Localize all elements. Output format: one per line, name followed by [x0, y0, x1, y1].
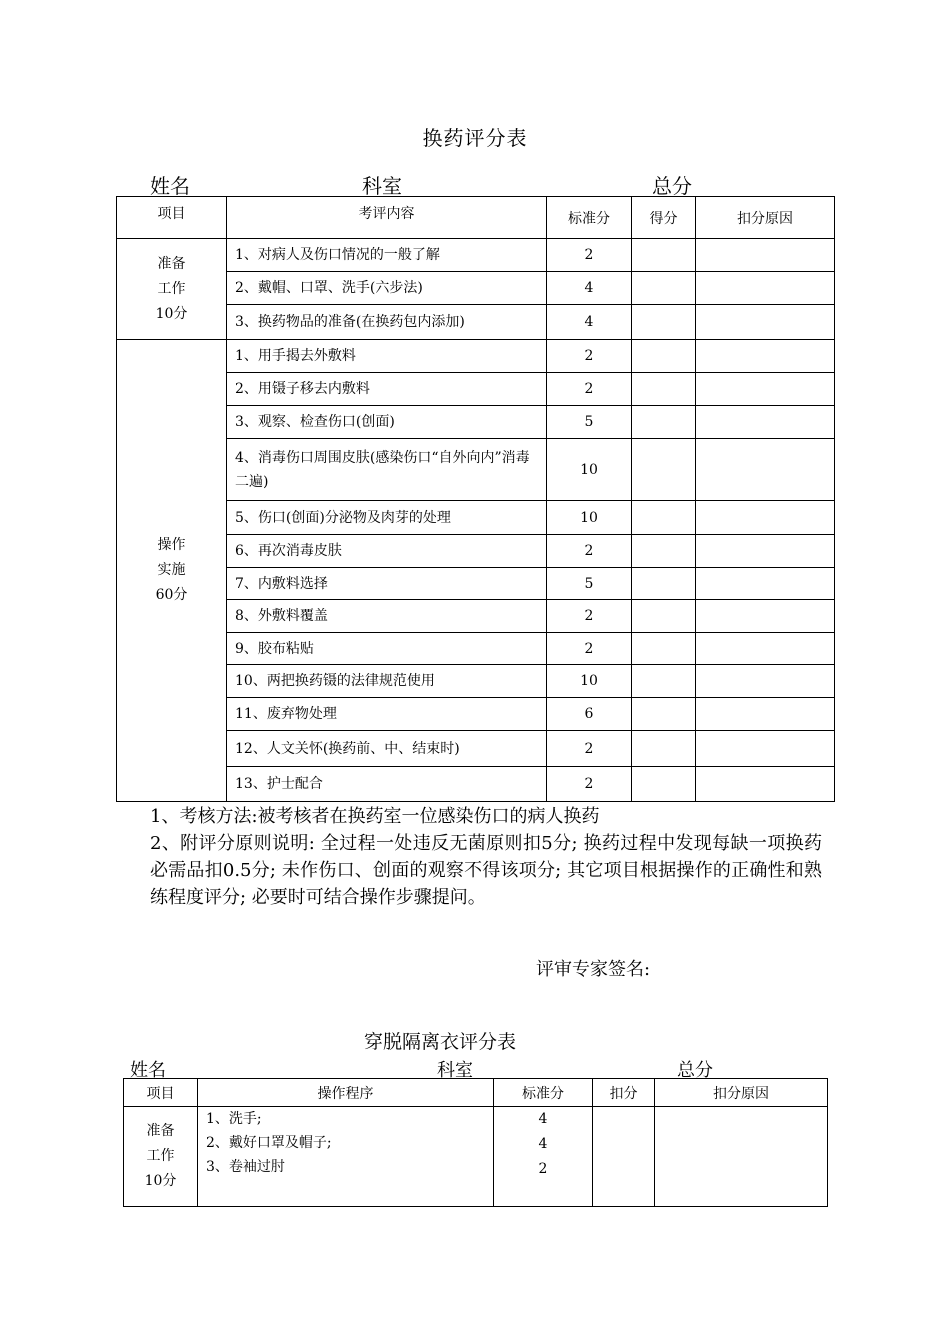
- score-cell[interactable]: [632, 600, 696, 633]
- item-standard-score: 4: [547, 272, 632, 305]
- score-cell[interactable]: [632, 568, 696, 600]
- item-standard-score: 2: [547, 633, 632, 665]
- reason-cell[interactable]: [696, 501, 835, 535]
- reason-cell[interactable]: [696, 535, 835, 568]
- reason-cell[interactable]: [696, 305, 835, 340]
- category-cell: [124, 1107, 198, 1207]
- score-cell[interactable]: [632, 535, 696, 568]
- reason-cell[interactable]: [696, 239, 835, 272]
- score-cell[interactable]: [632, 305, 696, 340]
- col-header-item: 项目: [117, 197, 227, 239]
- col-header-deduction: 扣分: [593, 1079, 655, 1107]
- col-header-item: 项目: [124, 1079, 198, 1107]
- reason-cell[interactable]: [696, 340, 835, 373]
- form1-score-table: [116, 196, 835, 802]
- procedure-step: 1、洗手;: [206, 1111, 262, 1127]
- note-scoring-principles: 2、附评分原则说明: 全过程一处违反无菌原则扣5分; 换药过程中发现每缺一项换药必需品扣0.5分; 未作伤口、创面的观察不得该项分; 其它项目根据操作的正确性和熟练程度评分; 必要时可结合操作步骤提问。: [150, 833, 822, 908]
- category-line: 工作: [146, 1148, 175, 1164]
- col-header-score: 得分: [632, 197, 696, 239]
- reason-cell[interactable]: [696, 665, 835, 698]
- item-content: 2、用镊子移去内敷料: [227, 373, 547, 406]
- item-content: 13、护士配合: [227, 767, 547, 802]
- item-standard-score: 2: [547, 535, 632, 568]
- form1-title: 换药评分表: [422, 126, 528, 150]
- reason-cell[interactable]: [696, 568, 835, 600]
- item-content: 12、人文关怀(换药前、中、结束时): [227, 731, 547, 767]
- col-header-deduction-reason: 扣分原因: [655, 1079, 828, 1107]
- score-cell[interactable]: [632, 239, 696, 272]
- form2-title: 穿脱隔离衣评分表: [363, 1031, 516, 1053]
- category-line: 准备: [157, 255, 186, 272]
- table-header-row: [117, 197, 835, 239]
- item-standard-score: 2: [547, 731, 632, 767]
- table-row: [117, 239, 835, 272]
- score-cell[interactable]: [632, 439, 696, 501]
- score-cell[interactable]: [632, 665, 696, 698]
- category-line: 操作: [157, 537, 186, 553]
- item-standard-score: 2: [547, 373, 632, 406]
- score-cell[interactable]: [632, 731, 696, 767]
- col-header-content: 考评内容: [227, 197, 547, 239]
- reason-cell[interactable]: [696, 698, 835, 731]
- category-cell: [117, 239, 227, 340]
- category-line: 60分: [155, 587, 188, 603]
- item-standard-score: 10: [547, 501, 632, 535]
- col-header-procedure: 操作程序: [198, 1079, 494, 1107]
- item-content: 10、两把换药镊的法律规范使用: [227, 665, 547, 698]
- form2-score-table: [123, 1078, 828, 1207]
- reason-cell[interactable]: [696, 731, 835, 767]
- form2-dept-label: 科室: [437, 1060, 473, 1081]
- reason-cell[interactable]: [696, 373, 835, 406]
- item-standard-score: 10: [547, 665, 632, 698]
- category-line: 工作: [157, 280, 186, 297]
- item-standard-score: 4: [547, 305, 632, 340]
- category-cell: [117, 340, 227, 802]
- form2-name-label: 姓名: [130, 1060, 166, 1081]
- category-line: 准备: [146, 1123, 175, 1139]
- score-cell[interactable]: [632, 698, 696, 731]
- item-standard-score: 2: [547, 600, 632, 633]
- item-standard-score: 2: [547, 767, 632, 802]
- item-standard-score: 5: [547, 568, 632, 600]
- item-standard-score: 2: [547, 340, 632, 373]
- table-row: [117, 340, 835, 373]
- col-header-standard-score: 标准分: [494, 1079, 593, 1107]
- reason-cell[interactable]: [696, 406, 835, 439]
- form2-total-label: 总分: [677, 1060, 713, 1081]
- col-header-deduction-reason: 扣分原因: [696, 197, 835, 239]
- category-line: 实施: [157, 562, 186, 578]
- score-cell[interactable]: [632, 406, 696, 439]
- note-method: 1、考核方法:被考核者在换药室一位感染伤口的病人换药: [150, 806, 600, 827]
- item-standard-score: 2: [547, 239, 632, 272]
- reason-cell[interactable]: [696, 633, 835, 665]
- item-content: 9、胶布粘贴: [227, 633, 547, 665]
- form1-dept-label: 科室: [362, 174, 402, 198]
- score-cell[interactable]: [632, 373, 696, 406]
- table-row: [124, 1107, 828, 1207]
- item-content: 1、用手揭去外敷料: [227, 340, 547, 373]
- item-content: 3、观察、检查伤口(创面): [227, 406, 547, 439]
- score-cell[interactable]: [632, 501, 696, 535]
- item-content: 4、消毒伤口周围皮肤(感染伤口“自外向内”消毒二遍): [227, 439, 547, 501]
- score-cell[interactable]: [632, 272, 696, 305]
- procedure-steps: [198, 1107, 494, 1207]
- deduction-cell[interactable]: [593, 1107, 655, 1207]
- reason-cell[interactable]: [655, 1107, 828, 1207]
- item-content: 11、废弃物处理: [227, 698, 547, 731]
- procedure-step: 3、卷袖过肘: [206, 1159, 285, 1175]
- table-header-row: [124, 1079, 828, 1107]
- item-content: 2、戴帽、口罩、洗手(六步法): [227, 272, 547, 305]
- step-standard-score: 4: [538, 1136, 548, 1152]
- item-content: 6、再次消毒皮肤: [227, 535, 547, 568]
- standard-scores: [494, 1107, 593, 1207]
- score-cell[interactable]: [632, 633, 696, 665]
- form1-notes: [150, 803, 822, 911]
- col-header-standard-score: 标准分: [547, 197, 632, 239]
- item-content: 8、外敷料覆盖: [227, 600, 547, 633]
- reason-cell[interactable]: [696, 439, 835, 501]
- item-standard-score: 5: [547, 406, 632, 439]
- reason-cell[interactable]: [696, 767, 835, 802]
- item-content: 1、对病人及伤口情况的一般了解: [227, 239, 547, 272]
- expert-signature-label: 评审专家签名:: [536, 959, 651, 980]
- reason-cell[interactable]: [696, 600, 835, 633]
- item-content: 7、内敷料选择: [227, 568, 547, 600]
- step-standard-score: 2: [538, 1161, 548, 1177]
- item-standard-score: 6: [547, 698, 632, 731]
- form1-name-label: 姓名: [150, 174, 190, 198]
- score-cell[interactable]: [632, 340, 696, 373]
- item-content: 5、伤口(创面)分泌物及肉芽的处理: [227, 501, 547, 535]
- procedure-step: 2、戴好口罩及帽子;: [206, 1135, 332, 1151]
- step-standard-score: 4: [538, 1111, 548, 1127]
- item-content: 3、换药物品的准备(在换药包内添加): [227, 305, 547, 340]
- category-line: 10分: [155, 305, 188, 322]
- item-standard-score: 10: [547, 439, 632, 501]
- reason-cell[interactable]: [696, 272, 835, 305]
- score-cell[interactable]: [632, 767, 696, 802]
- form1-total-label: 总分: [652, 174, 692, 198]
- category-line: 10分: [144, 1173, 177, 1189]
